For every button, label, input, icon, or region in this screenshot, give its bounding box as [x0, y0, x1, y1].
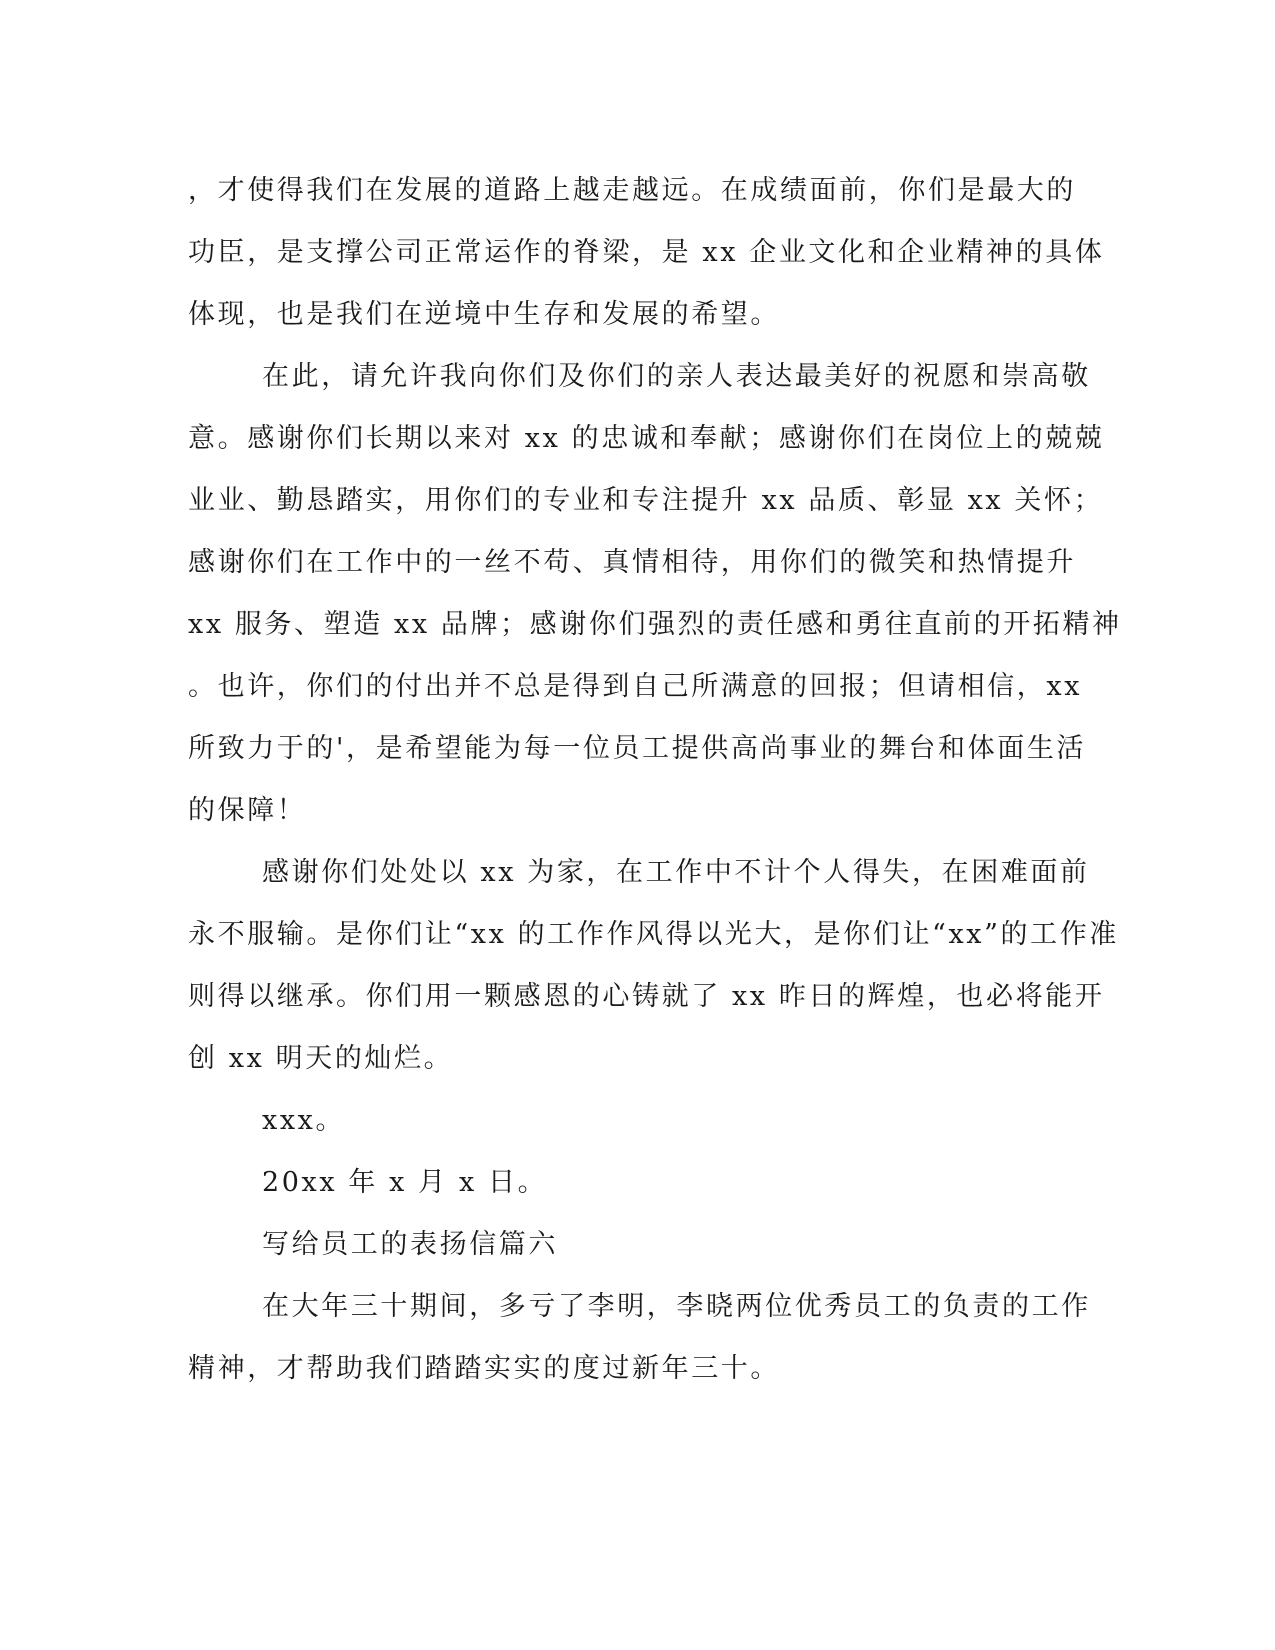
paragraph-start-line: 在此，请允许我向你们及你们的亲人表达最美好的祝愿和崇高敬: [262, 361, 1091, 392]
text-line: 感谢你们在工作中的一丝不苟、真情相待，用你们的微笑和热情提升: [188, 547, 1076, 578]
signature-line: xxx。: [262, 1105, 346, 1136]
section-heading: 写给员工的表扬信篇六: [262, 1229, 558, 1260]
text-line: 创 xx 明天的灿烂。: [188, 1043, 454, 1074]
text-line: ，才使得我们在发展的道路上越走越远。在成绩面前，你们是最大的: [188, 175, 1076, 206]
paragraph-start-line: 在大年三十期间，多亏了李明，李晓两位优秀员工的负责的工作: [262, 1291, 1091, 1322]
text-line: 意。感谢你们长期以来对 xx 的忠诚和奉献；感谢你们在岗位上的兢兢: [188, 423, 1105, 454]
text-line: 功臣，是支撑公司正常运作的脊梁，是 xx 企业文化和企业精神的具体: [188, 237, 1105, 268]
text-line: 业业、勤恳踏实，用你们的专业和专注提升 xx 品质、彰显 xx 关怀；: [188, 485, 1104, 516]
text-line: 。也许，你们的付出并不总是得到自己所满意的回报；但请相信，xx: [188, 671, 1083, 702]
text-line: 的保障！: [188, 795, 307, 826]
text-line: 永不服输。是你们让“xx 的工作作风得以光大，是你们让“xx”的工作准: [188, 919, 1119, 950]
paragraph-start-line: 感谢你们处处以 xx 为家，在工作中不计个人得失，在困难面前: [262, 857, 1090, 888]
date-line: 20xx 年 x 月 x 日。: [262, 1167, 548, 1198]
letter-body: [188, 160, 1122, 1400]
text-line: 则得以继承。你们用一颗感恩的心铸就了 xx 昨日的辉煌，也必将能开: [188, 981, 1105, 1012]
text-line: 所致力于的'，是希望能为每一位员工提供高尚事业的舞台和体面生活: [188, 733, 1087, 764]
text-line: 精神，才帮助我们踏踏实实的度过新年三十。: [188, 1353, 780, 1384]
text-line: xx 服务、塑造 xx 品牌；感谢你们强烈的责任感和勇往直前的开拓精神: [188, 609, 1122, 640]
text-line: 体现，也是我们在逆境中生存和发展的希望。: [188, 299, 780, 330]
